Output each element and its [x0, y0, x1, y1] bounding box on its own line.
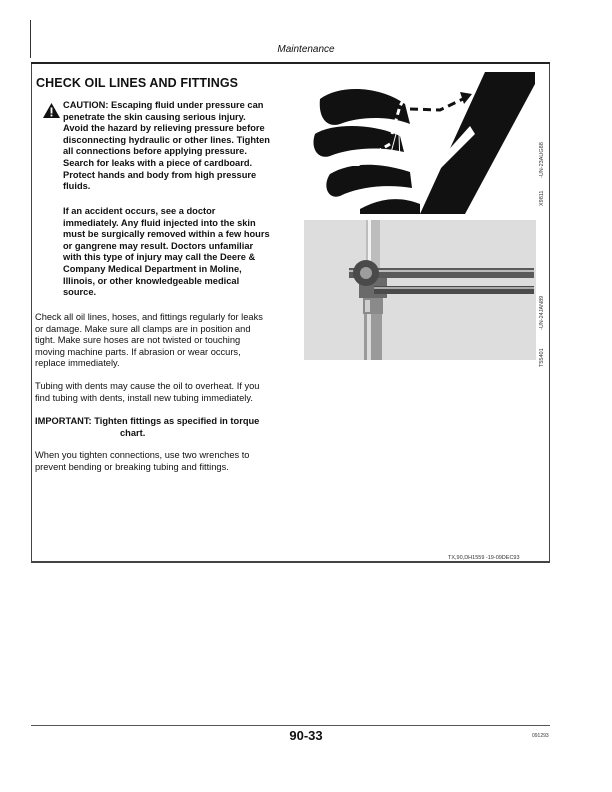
paragraph-line: When you tighten connections, use two wrenches to — [35, 450, 250, 460]
accident-line: If an accident occurs, see a doctor — [63, 206, 216, 216]
frame-bottom-rule — [31, 561, 550, 562]
accident-warning-text — [63, 206, 298, 299]
page-header-title: Maintenance — [277, 44, 335, 55]
paragraph-line: or damage. Make sure all clamps are in position and — [35, 323, 251, 334]
section-heading: CHECK OIL LINES AND FITTINGS — [36, 76, 239, 90]
paragraph-line: moving machine parts. If abrasion or wear occurs, — [35, 346, 241, 357]
paragraph-line: Tubing with dents may cause the oil to overheat. If you — [35, 381, 260, 391]
figure-side-code: T55401 — [539, 348, 545, 367]
footer-doc-code: TX,90,DH1559 -19-09DEC93 — [448, 555, 520, 561]
important-text: Tighten fittings as specified in torque — [94, 416, 260, 426]
paragraph-line: find tubing with dents, install new tubing immediately. — [35, 392, 253, 403]
accident-line: or gangrene may result. Doctors unfamiliar — [63, 240, 254, 251]
accident-line: Company Medical Department in Moline, — [63, 263, 242, 274]
footer-date-code: 091293 — [532, 733, 549, 739]
accident-line: with this type of injury may call the Deere & — [63, 252, 256, 263]
paragraph-line: Check all oil lines, hoses, and fittings regularly for leaks — [35, 312, 263, 322]
paragraph-inspect-lines — [35, 312, 297, 370]
paragraph-line: prevent bending or breaking tubing and fittings. — [35, 461, 229, 472]
accident-line: immediately. Any fluid injected into the skin — [63, 217, 256, 228]
caution-line: fluids. — [63, 181, 91, 192]
figure-side-code: X9811 — [539, 190, 545, 206]
page-number: 90-33 — [289, 728, 323, 743]
page-bottom-rule — [31, 725, 550, 726]
two-wrenches-fitting-photo — [304, 220, 536, 360]
hand-fluid-injection-illustration — [300, 64, 535, 214]
figure-side-code: -UN-24JAN89 — [539, 295, 545, 330]
paragraph-two-wrenches — [35, 450, 297, 473]
accident-line: Illinois, or other knowledgeable medical — [63, 275, 240, 286]
important-text-continued: chart. — [120, 427, 146, 438]
caution-line: Search for leaks with a piece of cardboard. — [63, 157, 253, 168]
paragraph-dented-tubing — [35, 381, 297, 404]
caution-line: Avoid the hazard by relieving pressure before — [63, 123, 265, 134]
important-note — [35, 416, 297, 439]
important-label: IMPORTANT: — [35, 416, 92, 426]
caution-line: CAUTION: Escaping fluid under pressure can — [63, 100, 264, 110]
accident-line: must be surgically removed within a few hours — [63, 229, 270, 240]
caution-line: all connections before applying pressure. — [63, 146, 247, 157]
caution-line: disconnecting hydraulic or other lines. Tighten — [63, 134, 270, 145]
warning-triangle-icon — [43, 103, 60, 123]
figure-side-code: -UN-23AUG88 — [539, 142, 545, 178]
paragraph-line: replace immediately. — [35, 358, 120, 369]
caution-line: penetrate the skin causing serious injury. — [63, 111, 246, 122]
accident-line: source. — [63, 287, 97, 298]
caution-line: Protect hands and body from high pressure — [63, 169, 257, 180]
caution-text — [63, 100, 297, 193]
paragraph-line: tight. Make sure hoses are not twisted or touching — [35, 335, 241, 346]
